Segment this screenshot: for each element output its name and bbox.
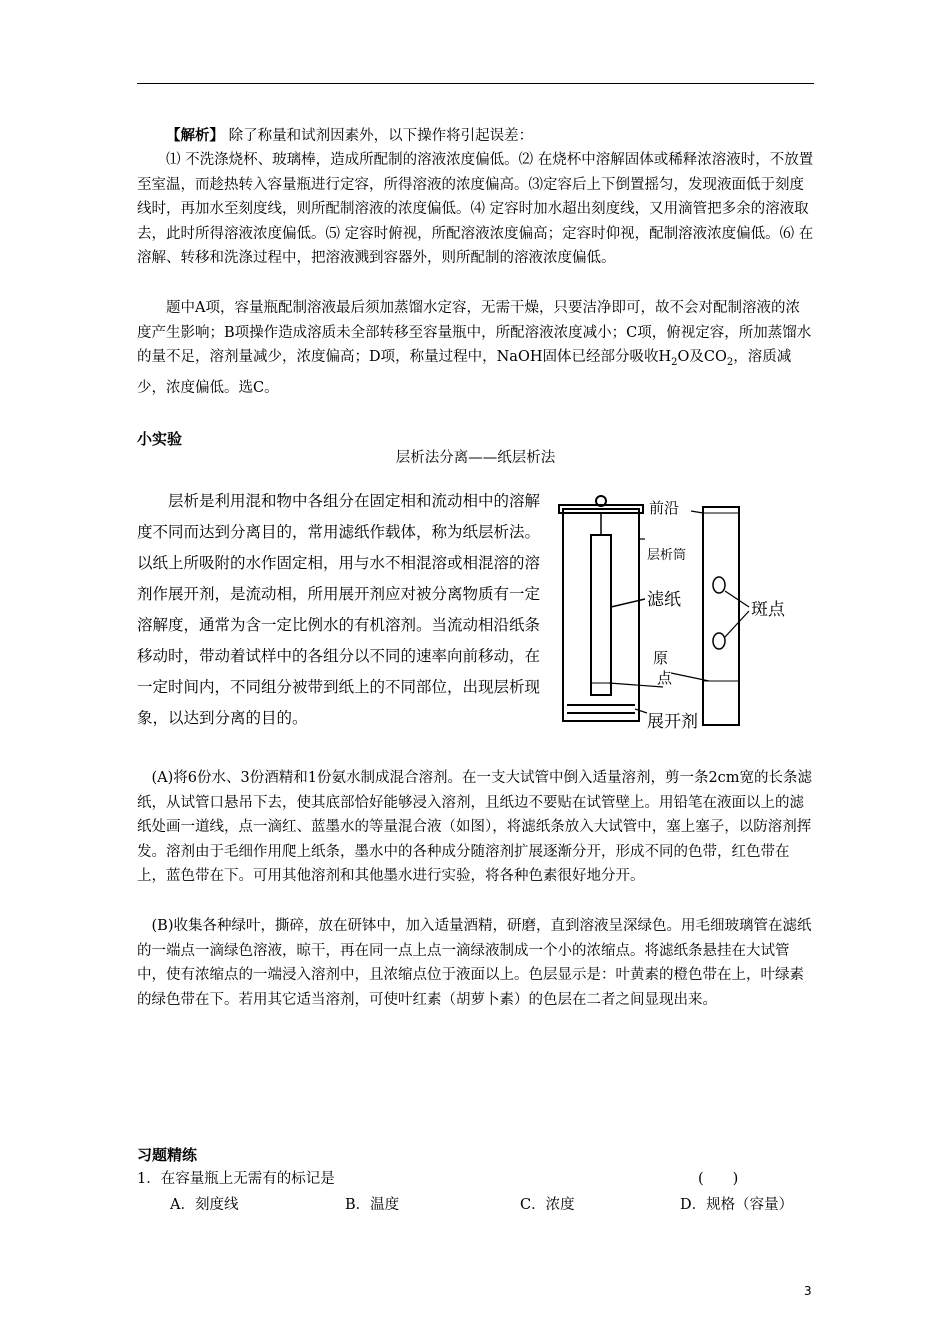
option-b: B．温度 xyxy=(345,1197,400,1213)
label-origin-2: 点 xyxy=(657,669,673,687)
cylinder-outline xyxy=(563,509,639,721)
leader-solvent xyxy=(635,709,647,713)
option-d: D．规格（容量） xyxy=(680,1197,794,1213)
chromatography-figure xyxy=(553,487,813,737)
experiment-heading: 小实验 xyxy=(137,430,183,448)
spot-upper xyxy=(713,577,725,593)
leader-spot-lower xyxy=(725,611,749,637)
question-1-answer-paren: ( ) xyxy=(698,1171,739,1187)
analysis-intro xyxy=(137,124,814,149)
spot-lower xyxy=(713,633,725,649)
exercises-heading: 习题精练 xyxy=(137,1146,198,1164)
experiment-part-b: (B)收集各种绿叶，撕碎，放在研钵中，加入适量酒精，研磨，直到溶液呈深绿色。用毛细玻璃管在滤纸的一端点一滴绿色溶液，晾干，再在同一点上点一滴绿液制成一个小的浓缩点。将滤纸条悬挂在大试管中，使有浓缩点的一端浸入溶剂中，且浓缩点位于液面以上。色层显示是：叶黄素的橙色带在上，叶绿素的绿色带在下。若用其它适当溶剂，可使叶红素（胡萝卜素）的色层在二者之间显现出来。 xyxy=(137,918,812,1008)
analysis-para2-a: 题中A项，容量瓶配制溶液最后须加蒸馏水定容，无需干燥，只要洁净即可，故不会对配制溶液的浓度产生影响；B项操作造成溶质未全部转移至容量瓶中，所配溶液浓度减小；C项，俯视定容，所加蒸馏水的量不足，溶剂量减少，浓度偏高；D项，称量过程中，NaOH固体已经部分吸收H xyxy=(137,300,812,366)
leader-front xyxy=(691,511,703,513)
experiment-intro: 层析是利用混和物中各组分在固定相和流动相中的溶解度不同而达到分离目的，常用滤纸作载体，称为纸层析法。以纸上所吸附的水作固定相，用与水不相混溶或相混溶的溶剂作展开剂，是流动相，所用展开剂应对被分离物质有一定溶解度，通常为含一定比例水的有机溶剂。当流动相沿纸条移动时，带动着试样中的各组分以不同的速率向前移动，在一定时间内，不同组分被带到纸上的不同部位，出现层析现象，以达到分离的目的。 xyxy=(137,492,541,727)
experiment-part-a: (A)将6份水、3份酒精和1份氨水制成混合溶剂。在一支大试管中倒入适量溶剂，剪一条2cm宽的长条滤纸，从试管口悬吊下去，使其底部恰好能够浸入溶剂，且纸边不要贴在试管壁上。用铅笔在液面以上的滤纸处画一道线，点一滴红、蓝墨水的等量混合液（如图），将滤纸条放入大试管中，塞上塞子，以防溶剂挥发。溶剂由于毛细作用爬上纸条，墨水中的各种成分随溶剂扩展逐渐分开，形成不同的色带，红色带在上，蓝色带在下。可用其他溶剂和其他墨水进行实验，将各种色素很好地分开。 xyxy=(137,770,813,885)
developed-strip xyxy=(703,507,739,725)
page-number: 3 xyxy=(804,1284,812,1298)
header-rule xyxy=(137,83,814,84)
label-spots: 斑点 xyxy=(751,600,785,620)
analysis-paragraph-2 xyxy=(137,296,814,400)
option-c: C．浓度 xyxy=(520,1197,575,1213)
analysis-tag: 【解析】 xyxy=(166,128,224,144)
question-1: 1．在容量瓶上无需有的标记是 xyxy=(137,1171,335,1187)
subscript-2: 2 xyxy=(671,357,678,369)
subscript-2b: 2 xyxy=(726,357,734,369)
analysis-intro-text: 除了称量和试剂因素外，以下操作将引起误差： xyxy=(224,128,534,144)
experiment-title: 层析法分离——纸层析法 xyxy=(395,450,556,466)
option-a: A．刻度线 xyxy=(170,1197,239,1213)
label-solvent: 展开剂 xyxy=(647,712,698,732)
analysis-paragraph-1: ⑴ 不洗涤烧杯、玻璃棒，造成所配制的溶液浓度偏低。⑵ 在烧杯中溶解固体或稀释浓溶液时，不放置至室温，而趁热转入容量瓶进行定容，所得溶液的浓度偏高。⑶定容后上下倒置摇匀，发现液面低于刻度线时，再加水至刻度线，则所配制溶液的浓度偏低。⑷ 定容时加水超出刻度线，又用滴管把多余的溶液取去，此时所得溶液浓度偏低。⑸ 定容时俯视，所配溶液浓度偏高；定容时仰视，配制溶液浓度偏低。⑹ 在溶解、转移和洗涤过程中，把溶液溅到容器外，则所配制的溶液浓度偏低。 xyxy=(137,152,814,267)
label-tube: 层析筒 xyxy=(647,548,687,563)
label-paper: 滤纸 xyxy=(647,590,681,610)
label-front: 前沿 xyxy=(649,499,680,517)
analysis-para2-b: O及CO xyxy=(677,349,727,366)
label-origin-1: 原 xyxy=(653,649,669,667)
leader-origin xyxy=(609,683,663,687)
filter-paper-strip xyxy=(591,535,611,695)
analysis-para2-c: ，溶质减少，浓度偏低。选C。 xyxy=(137,349,792,396)
leader-spot-upper xyxy=(725,591,749,607)
